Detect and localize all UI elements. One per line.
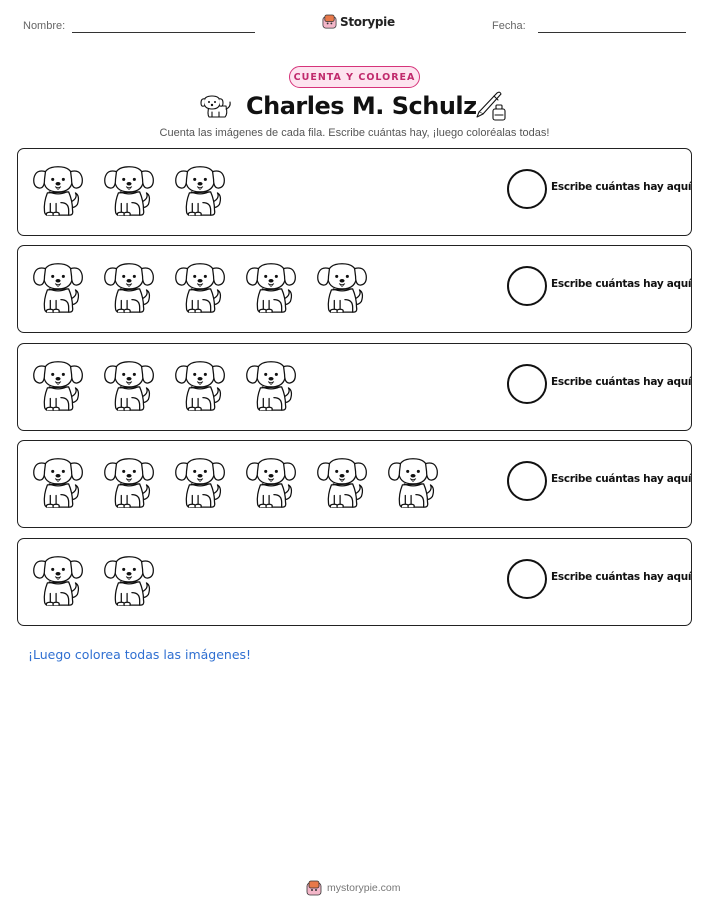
puppy-icon: [30, 160, 88, 220]
puppy-icon: [172, 355, 230, 415]
answer-circle[interactable]: [507, 461, 547, 501]
puppy-icon: [172, 452, 230, 512]
instructions: Cuenta las imágenes de cada fila. Escribe cuántas hay, ¡luego coloréalas todas!: [159, 127, 550, 139]
answer-circle[interactable]: [507, 266, 547, 306]
date-label: Fecha:: [492, 20, 526, 32]
count-row-3: [17, 343, 692, 431]
answer-prompt: Escribe cuántas hay aquí: [551, 181, 692, 193]
puppy-icon: [385, 452, 443, 512]
dog-group: [30, 257, 372, 317]
dog-group: [30, 160, 230, 220]
answer-prompt: Escribe cuántas hay aquí: [551, 473, 692, 485]
puppy-icon: [172, 160, 230, 220]
puppy-icon: [101, 550, 159, 610]
brand-name: Storypie: [340, 14, 395, 29]
coloring-note: ¡Luego colorea todas las imágenes!: [28, 647, 252, 662]
storypie-logo-icon: [306, 880, 322, 896]
count-row-4: [17, 440, 692, 528]
activity-tag: CUENTA Y COLOREA: [289, 66, 420, 88]
puppy-icon: [101, 160, 159, 220]
puppy-icon: [172, 257, 230, 317]
name-label: Nombre:: [23, 20, 66, 32]
puppy-icon: [101, 452, 159, 512]
puppy-icon: [243, 355, 301, 415]
dog-group: [30, 452, 443, 512]
site-footer: [306, 880, 401, 896]
storypie-logo-icon: [322, 14, 337, 29]
site-url[interactable]: mystorypie.com: [327, 882, 401, 894]
page-title: Charles M. Schulz: [246, 92, 477, 120]
brand: [322, 14, 395, 29]
count-row-2: [17, 245, 692, 333]
title-area: [0, 90, 709, 124]
pen-and-ink-icon: [473, 90, 507, 122]
date-field[interactable]: [538, 32, 686, 33]
puppy-icon: [101, 257, 159, 317]
answer-circle[interactable]: [507, 559, 547, 599]
puppy-icon: [200, 92, 234, 120]
dog-group: [30, 355, 301, 415]
puppy-icon: [314, 257, 372, 317]
count-row-1: [17, 148, 692, 236]
name-field[interactable]: [72, 32, 255, 33]
puppy-icon: [314, 452, 372, 512]
puppy-icon: [101, 355, 159, 415]
puppy-icon: [30, 257, 88, 317]
count-row-5: [17, 538, 692, 626]
dog-group: [30, 550, 159, 610]
answer-prompt: Escribe cuántas hay aquí: [551, 278, 692, 290]
puppy-icon: [30, 550, 88, 610]
puppy-icon: [30, 452, 88, 512]
puppy-icon: [243, 257, 301, 317]
answer-prompt: Escribe cuántas hay aquí: [551, 376, 692, 388]
puppy-icon: [243, 452, 301, 512]
puppy-icon: [30, 355, 88, 415]
answer-circle[interactable]: [507, 364, 547, 404]
answer-circle[interactable]: [507, 169, 547, 209]
answer-prompt: Escribe cuántas hay aquí: [551, 571, 692, 583]
